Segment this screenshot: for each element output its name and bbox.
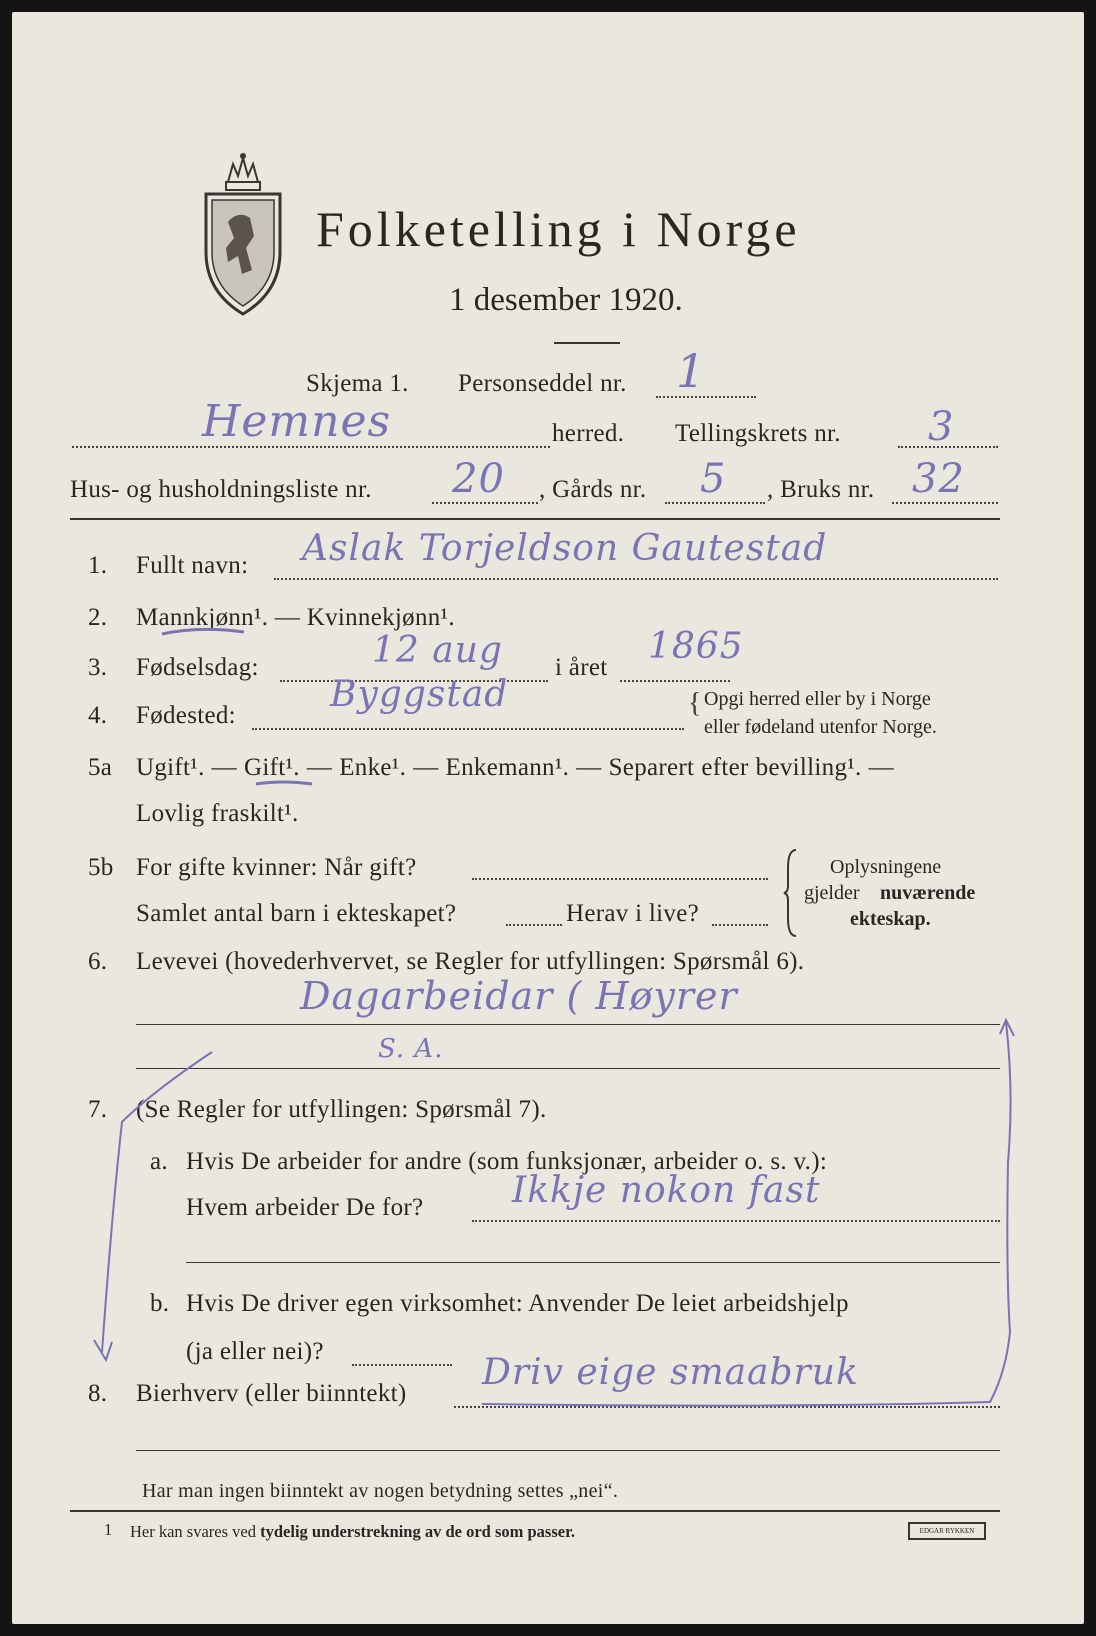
q1-field (274, 578, 998, 580)
gards-field (665, 502, 765, 504)
footnote-pre: Her kan svares ved (130, 1522, 256, 1541)
q5b-brace (782, 848, 802, 938)
q2-number: 2. (88, 604, 108, 631)
q8-label: Bierhverv (eller biinntekt) (136, 1380, 407, 1407)
q8-value: Driv eige smaabruk (482, 1352, 859, 1393)
q8-number: 8. (88, 1380, 108, 1407)
q5b-label2: Samlet antal barn i ekteskapet? (136, 900, 457, 927)
q4-brace: { (688, 688, 702, 719)
q5a-text2: Lovlig fraskilt¹. (136, 800, 299, 827)
q4-field (252, 728, 684, 730)
herred-label: herred. (552, 420, 625, 447)
q4-number: 4. (88, 702, 108, 729)
footer-divider (70, 1510, 1000, 1512)
bruks-label: , Bruks nr. (767, 476, 875, 503)
q1-label: Fullt navn: (136, 552, 249, 579)
q4-note-line2: eller fødeland utenfor Norge. (704, 716, 937, 738)
footnote-text (130, 1522, 575, 1542)
q5b-number: 5b (88, 854, 114, 881)
q5b-children-field (506, 924, 562, 926)
form-title: Folketelling i Norge (316, 201, 801, 257)
q4-value: Byggstad (330, 674, 509, 715)
hus-field (432, 502, 538, 504)
q7a-text: Hvis De arbeider for andre (som funksjonær, arbeider o. s. v.): (186, 1148, 828, 1175)
tellingskrets-label: Tellingskrets nr. (675, 420, 841, 447)
schema-label: Skjema 1. (306, 370, 409, 397)
q1-number: 1. (88, 552, 108, 579)
q7a-value: Ikkje nokon fast (512, 1170, 821, 1211)
q7b-text: Hvis De driver egen virksomhet: Anvender De leiet arbeidshjelp (186, 1290, 849, 1317)
hus-label: Hus- og husholdningsliste nr. (70, 476, 372, 503)
q3-day-value: 12 aug (372, 630, 503, 671)
q3-year-field (620, 680, 730, 682)
census-form (12, 12, 1084, 1624)
q5b-alive-field (712, 924, 768, 926)
q5b-note-line2a: gjelder (804, 882, 860, 904)
q5b-when-field (472, 878, 768, 880)
tellingskrets-value: 3 (928, 404, 955, 450)
q1-value: Aslak Torjeldson Gautestad (302, 528, 828, 569)
q5b-label3: Herav i live? (566, 900, 700, 927)
q4-label: Fødested: (136, 702, 236, 729)
q5b-note-line3: ekteskap. (850, 908, 931, 930)
bruks-value: 32 (912, 456, 965, 502)
q3-label: Fødselsdag: (136, 654, 259, 681)
header-divider (70, 518, 1000, 520)
q6-value: Dagarbeidar ( Høyrer (300, 974, 738, 1018)
q3-number: 3. (88, 654, 108, 681)
personseddel-value: 1 (676, 344, 707, 398)
q5a-text: Ugift¹. — Gift¹. — Enke¹. — Enkemann¹. — Separert efter bevilling¹. — (136, 754, 894, 781)
q7b-letter: b. (150, 1290, 170, 1317)
q2-underline-mark (160, 622, 246, 642)
coat-of-arms-icon (198, 152, 288, 322)
gards-value: 5 (700, 456, 727, 502)
footnote-mark: 1 (104, 1520, 113, 1539)
footnote-bold: tydelig understrekning av de ord som passer. (260, 1522, 576, 1541)
handwritten-bracket-marks (92, 1012, 1032, 1432)
q5b-label1: For gifte kvinner: Når gift? (136, 854, 417, 881)
gards-label: , Gårds nr. (539, 476, 647, 503)
bruks-field (892, 502, 998, 504)
q5a-number: 5a (88, 754, 113, 781)
personseddel-label: Personseddel nr. (458, 370, 627, 397)
q5a-underline-mark (254, 776, 314, 790)
herred-value: Hemnes (202, 396, 392, 447)
footer-note: Har man ingen biinntekt av nogen betydning settes „nei“. (142, 1480, 619, 1502)
q3-year-label: i året (555, 654, 608, 681)
q6-initials: S. A. (378, 1034, 444, 1064)
q8-line2 (136, 1450, 1000, 1451)
q7a-letter: a. (150, 1148, 168, 1175)
q7b-question: (ja eller nei)? (186, 1338, 324, 1365)
census-date: 1 desember 1920. (449, 282, 683, 318)
q7-number: 7. (88, 1096, 108, 1123)
q6-number: 6. (88, 948, 108, 975)
q7a-question: Hvem arbeider De for? (186, 1194, 424, 1221)
q6-text: Levevei (hovederhvervet, se Regler for utfyllingen: Spørsmål 6). (136, 948, 805, 975)
q5b-note-line2b: nuværende (880, 882, 976, 904)
q7-text: (Se Regler for utfyllingen: Spørsmål 7). (136, 1096, 547, 1123)
q5b-note-line1: Oplysningene (830, 856, 942, 878)
title-divider (554, 342, 620, 344)
printer-stamp: EDGAR RYKKEN (908, 1522, 986, 1540)
q3-year-value: 1865 (648, 626, 744, 667)
q2-text: Mannkjønn¹. — Kvinnekjønn¹. (136, 604, 455, 631)
hus-value: 20 (452, 456, 505, 502)
q4-note-line1: Opgi herred eller by i Norge (704, 688, 931, 710)
